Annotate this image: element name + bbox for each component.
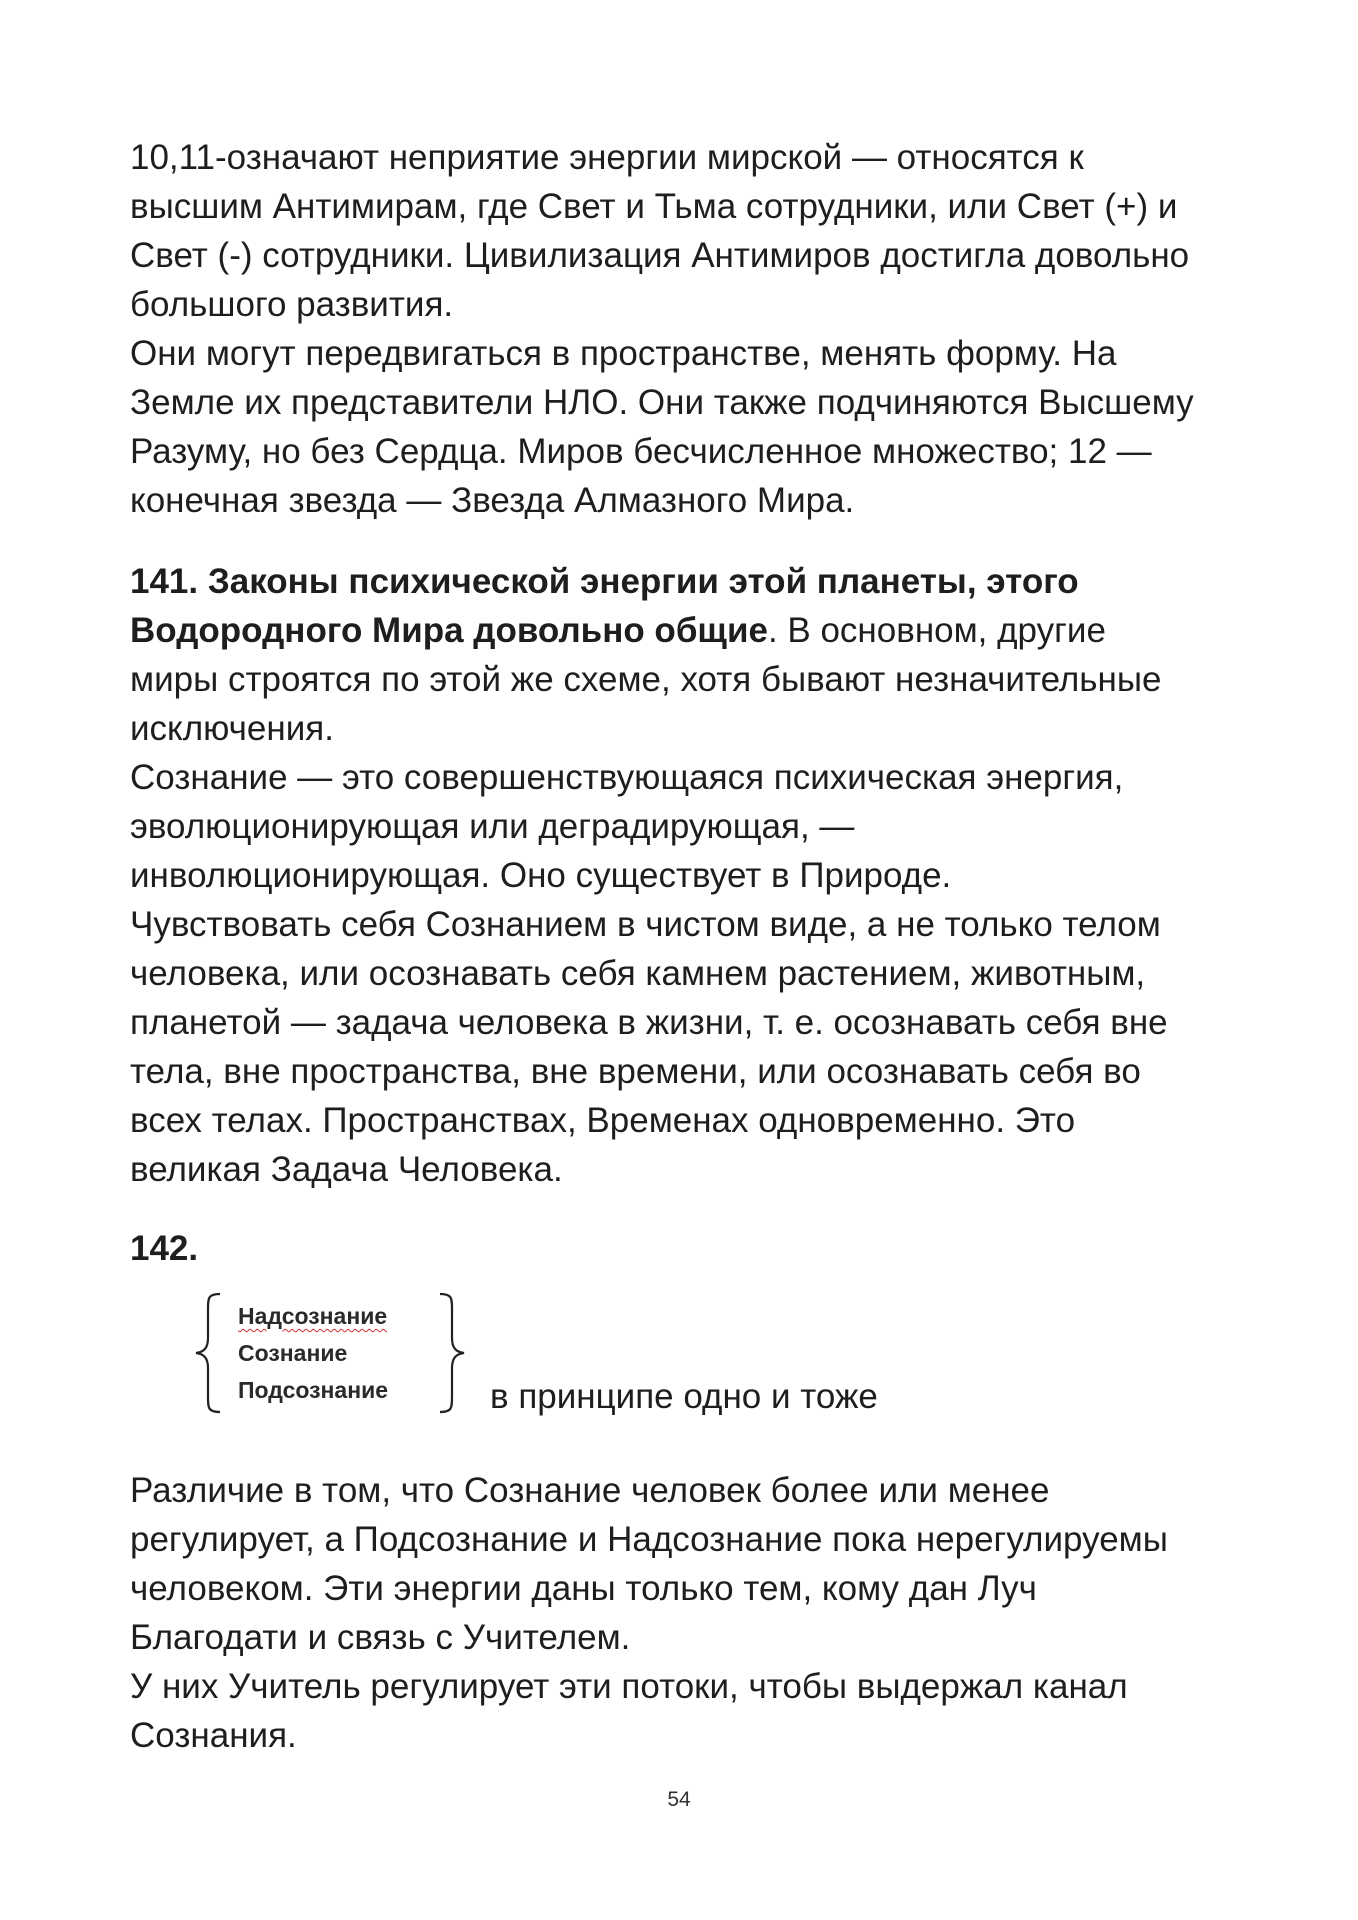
text-line: тела, вне пространства, вне времени, или осознавать себя во: [130, 1052, 1141, 1091]
text-line: Сознания.: [130, 1716, 297, 1755]
text-line: Чувствовать себя Сознанием в чистом виде, а не только телом: [130, 905, 1161, 944]
bracket-item-soznanie: Сознание: [238, 1340, 348, 1366]
text-line: Различие в том, что Сознание человек более или менее: [130, 1471, 1050, 1510]
text-line: человека, или осознавать себя камнем растением, животным,: [130, 954, 1146, 993]
text-line: Земле их представители НЛО. Они также подчиняются Высшему: [130, 383, 1194, 422]
bracket-note: в принципе одно и тоже: [490, 1377, 878, 1416]
section-141-heading-cont: Водородного Мира довольно общие: [130, 611, 768, 650]
text-line: Сознание — это совершенствующаяся психическая энергия,: [130, 758, 1124, 797]
text-line: эволюционирующая или деградирующая, —: [130, 807, 855, 846]
text-line: великая Задача Человека.: [130, 1150, 563, 1189]
section-141-heading: 141. Законы психической энергии этой планеты, этого: [130, 562, 1079, 601]
paragraph-antimirs: [130, 133, 1250, 525]
text-line: миры строятся по этой же схеме, хотя бывают незначительные: [130, 660, 1162, 699]
section-142-body: [130, 1466, 1250, 1760]
text-line: Они могут передвигаться в пространстве, менять форму. На: [130, 334, 1117, 373]
text-line: Разуму, но без Сердца. Миров бесчисленное множество; 12 —: [130, 432, 1152, 471]
bracket-items: [238, 1298, 388, 1409]
text-line: Благодати и связь с Учителем.: [130, 1618, 631, 1657]
text-line: большого развития.: [130, 285, 454, 324]
consciousness-bracket-diagram: [190, 1288, 470, 1418]
text-line: исключения.: [130, 709, 334, 748]
section-142-heading: 142.: [130, 1229, 199, 1268]
text-fragment: . В основном, другие: [767, 611, 1106, 650]
text-line: высшим Антимирам, где Свет и Тьма сотрудники, или Свет (+) и: [130, 187, 1178, 226]
text-line: [130, 606, 1250, 655]
text-line: Свет (-) сотрудники. Цивилизация Антимиров достигла довольно: [130, 236, 1190, 275]
text-line: У них Учитель регулирует эти потоки, чтобы выдержал канал: [130, 1667, 1128, 1706]
text-line: планетой — задача человека в жизни, т. е. осознавать себя вне: [130, 1003, 1168, 1042]
text-line: регулирует, а Подсознание и Надсознание пока нерегулируемы: [130, 1520, 1168, 1559]
text-line: конечная звезда — Звезда Алмазного Мира.: [130, 481, 855, 520]
text-line: 10,11-означают неприятие энергии мирской — относятся к: [130, 138, 1084, 177]
section-141: [130, 557, 1250, 1194]
page-number: 54: [667, 1788, 691, 1811]
bracket-item-nadsoznanie: Надсознание: [238, 1303, 388, 1329]
bracket-item-podsoznanie: Подсознание: [238, 1377, 389, 1403]
text-line: инволюционирующая. Оно существует в Природе.: [130, 856, 952, 895]
text-line: всех телах. Пространствах, Временах одновременно. Это: [130, 1101, 1076, 1140]
text-line: человеком. Эти энергии даны только тем, кому дан Луч: [130, 1569, 1037, 1608]
